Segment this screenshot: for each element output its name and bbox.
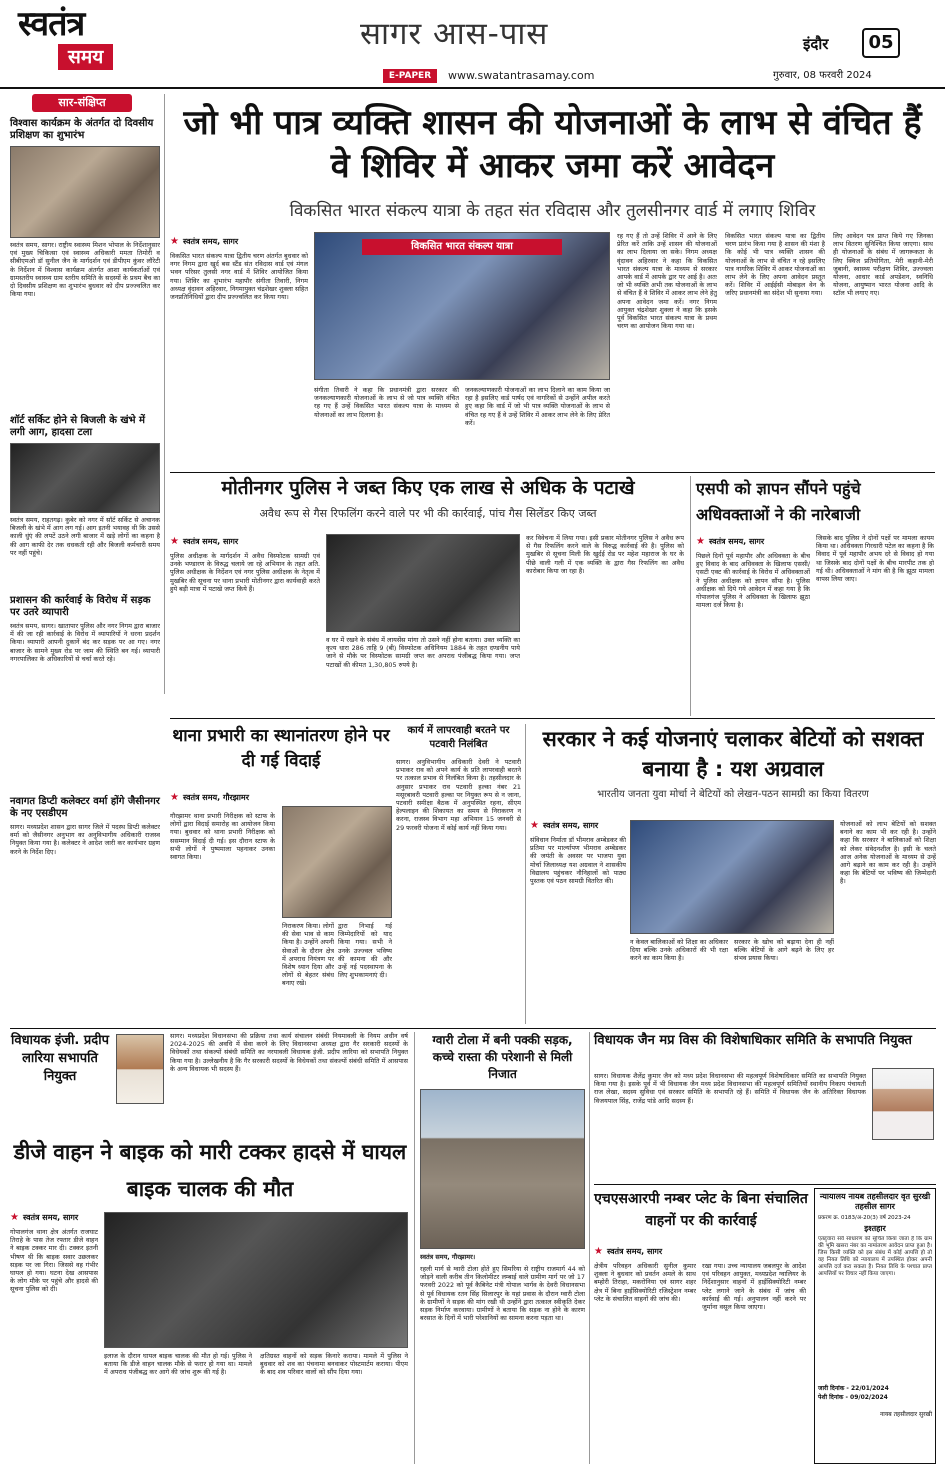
notice-title: न्यायालय नायब तहसीलदार वृत सुरखी तहसील सागर xyxy=(819,1192,931,1211)
privilege-text: सागर। विधायक शैलेंद्र कुमार जैन को मध्य प्रदेश विधानसभा की महत्वपूर्ण विशेषाधिकार समिति का सभापति नियुक्त किया गया है। इसके पूर्व में भी विधायक जैन मध्य प्रदेश विधानसभा की महत्वपूर्ण समितियों स्थानीय निकाय पंचायती राज लेखा, सदस्य सुविधा एवं सरकार समिति के सभापति रहे हैं। समिति में विधायक जैन के अतिरिक्त विधायक विजयपाल सिंह, राजेंद्र पांडे आदि सदस्य हैं। xyxy=(594,1072,866,1105)
masthead xyxy=(0,0,945,88)
logo-top: स्वतंत्र xyxy=(18,4,85,44)
divider-2 xyxy=(170,718,935,719)
sidebar-story-2-text: स्वतंत्र समय, राहतगढ़। कुबेर को नगर में सॉर्ट सर्किट से अचानक बिजली के खंभे में आग लग गई। आग इतनी भयावह थी कि उससे काली धुंएं की लपटें उठने लगी बाजार में खड़े लोगों का कहना है की आग काफी देर तक धधकती रही और बिजली कर्मचारी समय पर नहीं पहुंचे। xyxy=(10,516,160,557)
hsrp-byline-text: स्वतंत्र समय, सागर xyxy=(606,1247,663,1256)
daughters-story xyxy=(530,724,936,1024)
sidebar-story-4-title[interactable]: नवागत डिप्टी कलेक्टर वर्मा होंगे जैसीनगर के नए एसडीएम xyxy=(10,796,160,819)
star-icon: ★ xyxy=(10,1212,19,1223)
accident-byline-text: स्वतंत्र समय, सागर xyxy=(22,1213,79,1222)
accident-col-2: इलाज के दौरान घायल बाइक चालक की मौत हो गई। पुलिस ने बताया कि डीजे वाहन चालक मौके से फरार हो गया था। मामले में अपराध पंजीबद्ध कर आगे की जांच शुरू की गई है। xyxy=(104,1352,252,1377)
masthead-rule xyxy=(0,87,945,89)
star-icon: ★ xyxy=(170,236,179,247)
divider-privilege-v xyxy=(589,1032,590,1464)
site-url[interactable]: www.swatantrasamay.com xyxy=(448,69,595,82)
daughters-col-2: न केवल बालिकाओं को शिक्षा का अधिकार दिया बल्कि उनके अधिकारों की भी रक्षा करने का काम किया है। xyxy=(630,938,728,963)
patwari-headline[interactable]: कार्य में लापरवाही बरतने पर पटवारी निलंबित xyxy=(407,725,510,750)
divider-crackers-v xyxy=(690,476,691,716)
sidebar-story-4-text: सागर। मध्यप्रदेश शासन द्वारा सागर जिले में पदस्थ डिप्टी कलेक्टर वर्मा को जैसीनगर अनुभाग का अनुविभागीय अधिकारी राजस्व नियुक्त किया गया है। कलेक्टर ने आदेश जारी कर कार्यभार ग्रहण करने के निर्देश दिए। xyxy=(10,823,160,856)
hsrp-byline xyxy=(594,1246,662,1257)
divider-daughters-v xyxy=(525,724,526,1024)
road-byline: स्वतंत्र समय, गौरझामर। xyxy=(420,1253,476,1261)
lead-col-2: संगीता तिवारी ने कहा कि प्रधानमंत्री द्वारा सरकार की जनकल्याणकारी योजनाओं के लाभ से जो पात्र व्यक्ति वंचित रह गए हैं उन्हें विकसित भारत संकल्प यात्रा के माध्यम से योजनाओं का लाभ दिलाना है। xyxy=(314,386,459,419)
page-number: 05 xyxy=(862,28,900,58)
hsrp-col-2: रखा गया। उच्च न्यायालय जबलपुर के आदेश एवं परिवहन आयुक्त, मध्यप्रदेश ग्वालियर के निर्देशानुसार वाहनों में हाईसिक्योरिटी नम्बर प्लेट लगाने जाने के संबंध में जांच की कार्रवाई की गई। अनुपालन नहीं करने पर जुर्माना वसूल किया जाएगा। xyxy=(702,1262,806,1312)
transfer-story xyxy=(170,724,392,1024)
logo[interactable] xyxy=(18,4,130,78)
lawyers-col-1: पिछले दिनों पूर्व महापौर और अधिवक्ता के बीच हुए विवाद के बाद अधिवक्ता के खिलाफ एससी/एसटी एक्ट की कार्रवाई के विरोध में अधिवक्ताओं ने पुलिस अधीक्षक को ज्ञापन सौंपा है। पुलिस अधीक्षक को दिये गये आवेदन में कहा गया है कि गोपालगंज पुलिस ने अधिवक्ता के खिलाफ झूठा मामला दर्ज किया है। xyxy=(696,552,810,610)
accident-story xyxy=(10,1134,410,1464)
notice-date-1: जारी दिनांक - 22/01/2024 xyxy=(818,1385,889,1392)
hsrp-col-1: क्षेत्रीय परिवहन अधिकारी सुनील कुमार शुक्ला ने बुधवार को प्रवर्तन अमले के साथ बम्होरी तिराहा, मकरोनिया एवं सागर शहर क्षेत्र में बिना हाईसिक्योरिटी रजिस्ट्रेशन नम्बर प्लेट के संचालित वाहनों की जांच की। xyxy=(594,1262,696,1303)
crackers-col-2: व घर में रखने के संबंध में लायसेंस मांगा तो उसने नहीं होना बताया। उक्त व्यक्ति का कृत्य धारा 286 ताहि 9 (बी) विस्फोटक अधिनियम 1884 के तहत दण्डनीय पाये जाने से मौके पर विस्फोटक सामग्री जप्त कर अपराध पंजीबद्ध किया गया। जप्त पटाखों की कीमत 1,30,805 रुपये है। xyxy=(326,636,520,669)
star-icon: ★ xyxy=(696,536,705,547)
crackers-col-3: कर विवेचना में लिया गया। इसी प्रकार मोतीनगर पुलिस ने अवैध रूप से गैस रिफलिंग करने वाले के विरुद्ध कार्रवाई की है। पुलिस को मुखबिर से सूचना मिली कि खुर्दई रोड पर महेश महाराज के घर के पीछे वाली गली में एक व्यक्ति के द्वारा गैस रिफलिंग का अवैध कारोबार किया जा रहा है। xyxy=(526,534,684,575)
daughters-col-1: संविधान निर्माता डॉ भीमराव अम्बेडकर की प्रतिमा पर मार्ल्यापण भीमराव अम्बेडकर की जयंती के अवसर पर भाजपा युवा मोर्चा जिलाध्यक्ष यश अग्रवाल ने शासकीय विद्यालय पहुंचकर नौनिहालों को पाठ्य पुस्तक एवं पठन सामग्री वितरित की। xyxy=(530,836,626,886)
daughters-col-4: योजनाओं को लाभ बेटियों को सशक्त बनाने का काम भी कर रही है। उन्होंने कहा कि सरकार ने बालिकाओं को शिक्षा को लेकर संवेदनशील है। इसी के चलते आज अनेक योजनाओं के माध्यम से उन्हें आगे बढ़ाने का काम कर रही है। उन्होंने कहा कि बेटियों पर भविष्य की जिम्मेदारी है। xyxy=(840,820,936,886)
lead-col-3: जनकल्याणकारी योजनाओं का लाभ दिलाने का काम किया जा रहा है इसलिए वार्ड पार्षद एवं नागरिकों से उन्होंने अपील करते हुए कहा कि वार्ड में जो भी पात्र व्यक्ति योजनाओं के लाभ से वंचित रह गए हैं वे उन्हें शिविर में आकर लाभ लेने के लिए प्रेरित करें। xyxy=(465,386,610,427)
crackers-col-1: पुलिस अधीक्षक के मार्गदर्शन में अवैध विस्फोटक सामग्री एवं उनके भण्डारण के विरुद्ध चलाये जा रहे अभियान के तहत अति. पुलिस अधीक्षक के निर्देशन एवं नगर पुलिस अधीक्षक के नेतृत्व में मुखबिर की सूचना पर थाना प्रभारी मोतीनगर द्वारा कार्यवाही करते हुये बड़ी मात्रा में पटाखे जप्त किये हैं। xyxy=(170,552,320,593)
lead-col-5: विकसित भारत संकल्प यात्रा का द्वितीय चरण प्रारंभ किया गया है शासन की मंशा है कि कोई भी पात्र व्यक्ति शासन की योजनाओं के लाभ से वंचित न रहे इसलिए पात्र नागरिक शिविर में आकर योजनाओं का लाभ लेने के लिए अपना आवेदन प्रस्तुत करें। शिविर में आईईसी मोबाइल वेन के जरिए प्रधानमंत्री का संदेश भी सुनाया गया। xyxy=(725,232,825,298)
lead-photo xyxy=(314,232,610,380)
transfer-photo xyxy=(282,806,392,918)
lawyers-col-2: जिसके बाद पुलिस ने दोनों पक्षों पर मामला कायम किया था। अधिवक्ता गिरधारी पटेल का कहना है कि विवाद में पूर्व महापौर अभय दरे से विवाद हो गया था जिसके बाद दोनों पक्षों के बीच मारपीट तक हो गई थी। अधिवक्ताओं ने मांग की है कि झूठा मामला वापस लिया जाए। xyxy=(816,534,934,584)
star-icon: ★ xyxy=(170,536,179,547)
lead-col-6: लिए आवेदन पत्र प्राप्त किये गए जिनका लाभ वितरण सुनिश्चित किया जाएगा। साथ ही योजनाओं के संबंध में जागरूकता के लिए क्विज प्रतियोगिता, मेरी कहानी-मेरी जुबानी, स्वास्थ्य परीक्षण शिविर, उज्ज्वला योजना, आधार कार्ड अपडेशन, स्वनिधि योजना, आयुष्मान भारत योजना आदि के स्टॉल भी लगाए गए। xyxy=(833,232,933,298)
crackers-byline-text: स्वतंत्र समय, सागर xyxy=(182,537,239,546)
lawyers-headline[interactable]: एसपी को ज्ञापन सौंपने पहुंचे अधिवक्ताओं ने की नारेबाजी xyxy=(696,479,861,524)
sidebar-label: सार-संक्षिप्त xyxy=(32,94,132,112)
transfer-byline xyxy=(170,792,392,803)
notice-text: एतद्द्वारा सर्व साधारण को सूचित किया जाता है कि ग्राम की भूमि खसरा नंबर का नामांतरण आवेदन प्राप्त हुआ है। जिस किसी व्यक्ति को इस संबंध में कोई आपत्ति हो तो वह नियत तिथि को न्यायालय में उपस्थित होकर अपनी आपत्ति दर्ज करा सकता है। नियत तिथि के पश्चात प्राप्त आपत्तियों पर विचार नहीं किया जाएगा। xyxy=(818,1236,932,1277)
transfer-col-2: निराकरण किया। लोगों की सेवा भाव से काम किया है। उन्होंने अपनी सेवाओं के दौरान क्षेत्र में अपराध नियंत्रण पर विशेष ध्यान दिया और लोगों से बेहतर संबंध बनाए रखे। xyxy=(282,922,334,988)
lead-col-1: विकसित भारत संकल्प यात्रा द्वितीय चरण अंतर्गत बुधवार को नगर निगम द्वारा खुर्द बस स्टैंड संत रविदास वार्ड एवं मंगल भवन परिसर तुलसी नगर वार्ड में शिविर आयोजित किया गया। शिविर का शुभारंभ महापौर संगीता तिवारी, निगम अध्यक्ष वृंदावन अहिरवार, निगमायुक्त चंद्रशेखर शुक्ला सहित जनप्रतिनिधियों द्वारा दीप प्रज्ज्वलित कर किया गया। xyxy=(170,252,308,302)
patwari-story xyxy=(396,724,521,1024)
notice-case: प्रकरण क्र. 0183/अ-20(3) वर्ष 2023-24 xyxy=(818,1215,911,1221)
sidebar-story-2-title[interactable]: शॉर्ट सर्किट होने से बिजली के खंभे में लगी आग, हादसा टला xyxy=(10,415,146,438)
logo-bottom: समय xyxy=(58,44,113,70)
lariya-photo xyxy=(116,1034,164,1104)
daughters-byline-text: स्वतंत्र समय, सागर xyxy=(542,821,599,830)
lariya-text: सागर। मध्यप्रदेश विधानसभा की प्रक्रिया तथा कार्य संचालन संबंधी नियमावली के नियम अधीन वर्ष 2024-2025 की अवधि में सेवा करने के लिए विधानसभा अध्यक्ष द्वारा गैर सरकारी सदस्यों के विधेयकों तथा संकल्पों संबंधी समिति का नरयावली विधायक इंजी. प्रदीप लारिया को सभापति नियुक्त किया गया है। उल्लेखनीय है कि गैर सरकारी सदस्यों के विधेयकों तथा संकल्पों संबंधी समिति में आसपास के अन्य विधायक भी सदस्य हैं। xyxy=(170,1032,408,1073)
lead-byline-text: स्वतंत्र समय, सागर xyxy=(182,237,239,246)
road-text: रहली मार्ग से ग्वारी टोला होते हुए सिमरिया से राष्ट्रीय राजमार्ग 44 को जोड़ने वाली करीब तीन किलोमीटर लम्बाई वाले ग्रामीण मार्ग पर जो 17 फरवरी 2022 को पूर्व कैबिनेट मंत्री गोपाल भार्गव के देवरी विधानसभा से पूर्व विधायक रतन सिंह सिलारपुर के यहां प्रवास के दौरान ग्वारी टोला के ग्रामीणों ने सड़क की मांग रखी थी उन्होंने द्वारा तत्काल स्वीकृति देकर सड़क निर्माण करवाया। ग्रामीणों ने बताया कि सड़क ना होने के कारण बरसात के दिनों में भारी परेशानियों का सामना करना पड़ता था। xyxy=(420,1265,585,1323)
transfer-col-1: गौरझामर थाना प्रभारी निरीक्षक को स्टाफ के लोगों द्वारा विदाई समारोह का आयोजन किया गया। बुधवार को थाना प्रभारी निरीक्षक को ससम्मान विदाई दी गई। इस दौरान स्टाफ के सभी लोगों ने पुष्पमाला पहनाकर उनका स्वागत किया। xyxy=(170,812,275,862)
lariya-headline[interactable]: विधायक इंजी. प्रदीप लारिया सभापति नियुक्त xyxy=(11,1033,109,1084)
crackers-story xyxy=(170,476,686,716)
lead-story xyxy=(170,94,935,469)
daughters-photo xyxy=(630,820,834,934)
crackers-subhead: अवैध रूप से गैस रिफलिंग करने वाले पर भी की कार्रवाई, पांच गैस सिलेंडर किए जब्त xyxy=(259,507,597,520)
daughters-headline[interactable]: सरकार ने कई योजनाएं चलाकर बेटियों को सशक्त बनाया है : यश अग्रवाल xyxy=(542,727,924,781)
accident-byline xyxy=(10,1212,78,1223)
star-icon: ★ xyxy=(170,792,179,803)
crackers-headline[interactable]: मोतीनगर पुलिस ने जब्त किए एक लाख से अधिक के पटाखे xyxy=(221,477,635,499)
road-headline[interactable]: ग्वारी टोला में बनी पक्की सड़क, कच्चे रास्ता की परेशानी से मिली निजात xyxy=(432,1033,573,1081)
accident-col-3: क्षतिग्रस्त वाहनों को सड़क किनारे कराया। मामले में पुलिस ने बुधवार को शव का पंचनामा बनवाकर पोस्टमार्टम कराया। पीएम के बाद शव परिवार वालों को सौंप दिया गया। xyxy=(260,1352,408,1377)
lawyers-story xyxy=(696,476,936,716)
road-story xyxy=(420,1032,585,1464)
privilege-headline[interactable]: विधायक जैन मप्र विस की विशेषाधिकार समिति के सभापति नियुक्त xyxy=(594,1033,912,1048)
issue-date: गुरुवार, 08 फरवरी 2024 xyxy=(773,70,872,81)
hsrp-headline[interactable]: एचएसआरपी नम्बर प्लेट के बिना संचालित वाहनों पर की कार्रवाई xyxy=(594,1191,808,1229)
daughters-subhead: भारतीय जनता युवा मोर्चा ने बेटियों को लेखन-पठन सामग्री का किया वितरण xyxy=(597,789,869,800)
sidebar-story-2-photo xyxy=(10,443,160,513)
privilege-photo xyxy=(872,1068,934,1140)
accident-col-1: गोपालगंज थाना क्षेत्र अंतर्गत राजघाट तिराहे के पास तेज रफ्तार डीजे वाहन ने बाइक टक्कर मार दी। टक्कर इतनी भीषण थी कि बाइक सवार उछलकर सड़क पर जा गिरा। जिससे वह गंभीर घायल हो गया। घटना देख आसपास के लोग मौके पर पहुंचे और हादसे की सूचना पुलिस को दी। xyxy=(10,1228,98,1294)
lead-col-4: रह गए हैं तो उन्हें शिविर में आने के लिए प्रेरित करें ताकि उन्हें शासन की योजनाओं का लाभ दिलाया जा सके। निगम अध्यक्ष वृंदावन अहिरवार ने कहा कि विकसित भारत संकल्प यात्रा के माध्यम से सरकार आपके वार्ड में आपके द्वार पर आई है। अतः जो भी व्यक्ति अभी तक योजनाओं के लाभ से वंचित हैं वे शिविर में आकर लाभ लेने हेतु अपना आवेदन जमा करें। नगर निगम आयुक्त चंद्रशेखर शुक्ला ने कहा कि इसके पूर्व विकसित भारत संकल्प यात्रा के प्रथम चरण का आयोजन किया गया था। xyxy=(617,232,717,331)
lariya-story xyxy=(10,1032,410,1132)
transfer-col-3: द्वारा निभाई गई जिम्मेदारियों को याद किया गया। सभी ने उनके उज्ज्वल भविष्य की कामना की और उन्हें नई पदस्थापना के लिए शुभकामनाएं दी। xyxy=(338,922,392,980)
sidebar-story-1-title[interactable]: विश्वास कार्यक्रम के अंतर्गत दो दिवसीय प्रशिक्षण का शुभारंभ xyxy=(10,118,154,141)
lead-subhead: विकसित भारत संकल्प यात्रा के तहत संत रविदास और तुलसीनगर वार्ड में लगाए शिविर xyxy=(289,201,816,221)
city-label: इंदौर xyxy=(803,35,829,53)
transfer-headline[interactable]: थाना प्रभारी का स्थानांतरण होने पर दी गई विदाई xyxy=(172,726,390,771)
patwari-text: सागर। अनुविभागीय अधिकारी देवरी ने पटवारी प्रभाकर राव को अपने कार्य के प्रति लापरवाही बरतने पर तत्काल प्रभाव से निलंबित किया है। तहसीलदार के अनुसार प्रभाकर राव पटवारी हल्का नंबर 21 मसूरबावरी पटवारी हल्का पर नियुक्त रूप से न जाना, पटवारी समीक्षा बैठक में अनुपस्थित रहना, सीएम हेल्पलाइन की शिकायत का समय से निराकरण न करना, राजस्व विभाग महा अभियान 15 जनवरी से 29 फरवरी योजना में कोई कार्य नहीं किया गया। xyxy=(396,758,521,832)
sidebar-story-1-text: स्वतंत्र समय, सागर। राष्ट्रीय स्वास्थ्य मिशन भोपाल के निर्देशानुसार एवं मुख्य चिकित्सा एवं स्वास्थ्य अधिकारी ममता तिमोरी व सीबीएमओ डॉ सुनील जैन के मार्गदर्शन एवं डीपीएम कुंवर लौरेटी के निर्देशन में विश्वास कार्यक्रम अंतर्गत आशा कार्यकर्ताओं एवं ग्रामस्तरीय स्वास्थ्य ग्राम स्तरीय समिति के सदस्यों के प्रथम बैच का दो दिवसीय प्रशिक्षण का शुभारंभ बुधवार को दीप प्रज्ज्वलित कर किया गया। xyxy=(10,241,160,299)
notice-heading: इश्तहार xyxy=(864,1224,886,1233)
sidebar-divider xyxy=(164,94,165,694)
star-icon: ★ xyxy=(530,820,539,831)
sidebar-story-3-text: स्वतंत्र समय, सागर। खातापार पुलिस और नगर निगम द्वारा बाजार में की जा रही कार्रवाई के विरोध में व्यापारियों ने धरना प्रदर्शन किया। व्यापारी आपनी दुकानें बंद कर सड़क पर आ गए। नगर बाजार के सामने मुख्य रोड पर जाम की स्थिति बन गई। व्यापारी नगरपालिका के अधिकारियों से चर्चा करते रहे। xyxy=(10,622,160,663)
section-title: सागर आस-पास xyxy=(360,16,549,52)
court-notice xyxy=(814,1188,936,1464)
hsrp-story xyxy=(594,1188,808,1464)
daughters-byline xyxy=(530,820,598,831)
sidebar-story-3-title[interactable]: प्रशासन की कार्रवाई के विरोध में सड़क पर उतरे व्यापारी xyxy=(10,595,151,618)
crackers-byline xyxy=(170,536,238,547)
accident-headline[interactable]: डीजे वाहन ने बाइक को मारी टक्कर हादसे में घायल बाइक चालक की मौत xyxy=(13,1140,407,1201)
notice-date-2: पेशी दिनांक - 09/02/2024 xyxy=(818,1394,888,1401)
lead-byline xyxy=(170,236,238,247)
crackers-photo xyxy=(326,534,520,632)
lead-photo-banner: विकसित भारत संकल्प यात्रा xyxy=(362,239,562,255)
daughters-col-3: सरकार के खोच को बढ़ाया देना ही नहीं बल्कि बेटियों के आगे बढ़ने के लिए हर संभव प्रयास किया। xyxy=(734,938,834,963)
lawyers-byline xyxy=(696,536,764,547)
privilege-story xyxy=(594,1032,936,1182)
epaper-badge[interactable]: E-PAPER xyxy=(383,69,437,83)
sidebar-story-1-photo xyxy=(10,146,160,238)
notice-sign: नायब तहसीलदार सुरखी xyxy=(879,1411,932,1418)
accident-photo xyxy=(104,1212,408,1348)
road-photo xyxy=(420,1089,585,1249)
transfer-byline-text: स्वतंत्र समय, गौरझामर xyxy=(182,793,249,802)
divider-1 xyxy=(170,472,935,473)
lawyers-byline-text: स्वतंत्र समय, सागर xyxy=(708,537,765,546)
lead-headline[interactable]: जो भी पात्र व्यक्ति शासन की योजनाओं के लाभ से वंचित हैं वे शिविर में आकर जमा करें आवेदन xyxy=(183,103,922,186)
star-icon: ★ xyxy=(594,1246,603,1257)
divider-road-v xyxy=(414,1032,415,1464)
divider-3 xyxy=(10,1028,936,1029)
divider-4 xyxy=(594,1184,936,1185)
